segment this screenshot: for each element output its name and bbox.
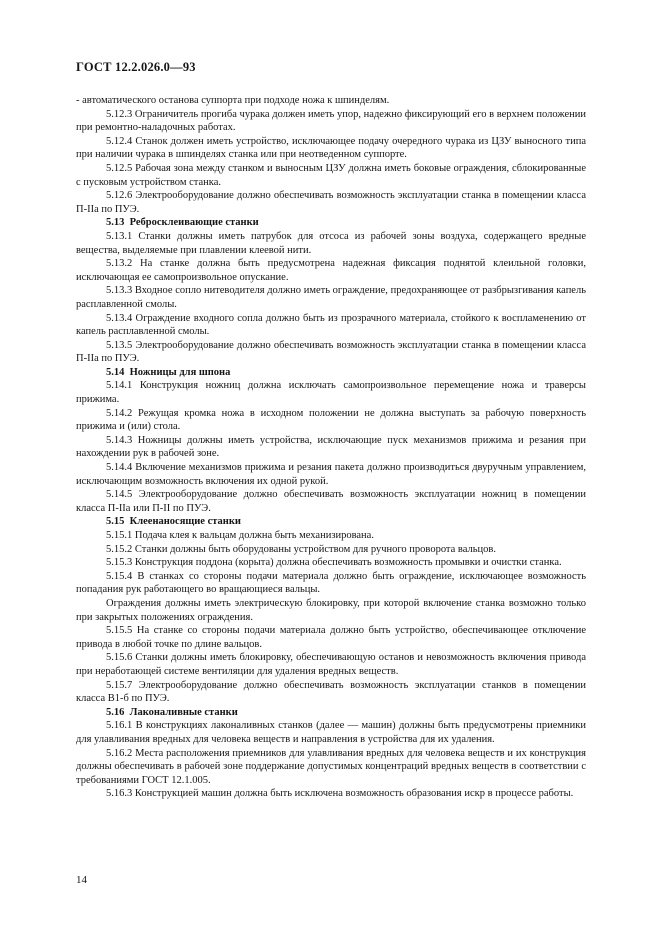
paragraph: 5.16.3 Конструкцией машин должна быть исключена возможность образования искр в процессе работы. xyxy=(106,788,574,800)
paragraph: 5.16.1 В конструкциях лаконаливных станков (далее — машин) должны быть предусмотрены приемники для улавливания вредных для человека веществ и направления в устройства для их удаления. xyxy=(76,720,586,745)
section-heading xyxy=(76,366,586,380)
paragraph: 5.12.4 Станок должен иметь устройство, исключающее подачу очередного чурака из ЦЗУ выносного типа при наличии чурака в шпинделях станка или при неотведенном суппорте. xyxy=(76,135,586,161)
paragraph: 5.16.2 Места расположения приемников для улавливания вредных для человека веществ и их конструкция должны обеспечивать в рабочей зоне поддержание допустимых концентраций вредных веществ в соответствии с требованиями ГОСТ 12.1.005. xyxy=(76,747,586,786)
paragraph: 5.15.3 Конструкция поддона (корыта) должна обеспечивать возможность промывки и очистки станка. xyxy=(106,557,562,569)
section-number: 5.14 xyxy=(106,366,125,378)
section-number: 5.16 xyxy=(106,706,125,718)
document-header: ГОСТ 12.2.026.0—93 xyxy=(76,60,196,74)
document-body xyxy=(76,94,586,801)
section-title: Ножницы для шпона xyxy=(129,366,231,378)
paragraph: 5.15.1 Подача клея к вальцам должна быть механизирована. xyxy=(106,530,374,541)
paragraph: 5.14.4 Включение механизмов прижима и резания пакета должно производиться двуручным управлением, исключающим возможность включения их одной рукой. xyxy=(76,462,586,487)
paragraph: 5.14.3 Ножницы должны иметь устройства, исключающие пуск механизмов прижима и резания при нахождении рук в рабочей зоне. xyxy=(76,434,586,460)
paragraph: 5.14.2 Режущая кромка ножа в исходном положении не должна выступать за рабочую поверхность прижима и (или) стола. xyxy=(76,407,586,433)
section-heading xyxy=(76,706,586,720)
paragraph: 5.12.3 Ограничитель прогиба чурака должен иметь упор, надежно фиксирующий его в верхнем положении при ремонтно-наладочных работах. xyxy=(76,108,586,134)
paragraph: 5.12.6 Электрооборудование должно обеспечивать возможность эксплуатации станка в помещении класса П-IIа по ПУЭ. xyxy=(76,190,586,215)
paragraph: 5.13.5 Электрооборудование должно обеспечивать возможность эксплуатации станка в помещении класса П-IIа по ПУЭ. xyxy=(76,339,586,365)
paragraph: 5.15.7 Электрооборудование должно обеспечивать возможность эксплуатации станков в помещении класса В1-б по ПУЭ. xyxy=(76,679,586,705)
section-number: 5.13 xyxy=(106,217,125,229)
paragraph: 5.15.6 Станки должны иметь блокировку, обеспечивающую останов и невозможность включения привода при неработающей системе вентиляции для удаления вредных веществ. xyxy=(76,652,586,677)
section-title: Лаконаливные станки xyxy=(129,706,238,718)
section-heading xyxy=(76,216,586,230)
paragraph: 5.15.2 Станки должны быть оборудованы устройством для ручного проворота вальцов. xyxy=(106,543,496,555)
section-heading xyxy=(76,515,586,529)
paragraph: 5.13.4 Ограждение входного сопла должно быть из прозрачного материала, стойкого к воспламенению от капель расплавленной смолы. xyxy=(76,312,586,338)
section-title: Ребросклеивающие станки xyxy=(129,217,259,229)
paragraph: 5.15.5 На станке со стороны подачи материала должно быть устройство, обеспечивающее отключение привода в любой точке по длине вальцов. xyxy=(76,625,586,650)
paragraph: 5.14.1 Конструкция ножниц должна исключать самопроизвольное перемещение ножа и траверсы прижима. xyxy=(76,380,586,406)
paragraph: 5.14.5 Электрооборудование должно обеспечивать возможность эксплуатации ножниц в помещении класса П-IIа или П-II по ПУЭ. xyxy=(76,489,586,514)
paragraph: 5.15.4 В станках со стороны подачи материала должно быть ограждение, исключающее возможность попадания рук работающего во вращающиеся вальцы. xyxy=(76,570,586,596)
paragraph: Ограждения должны иметь электрическую блокировку, при которой включение станка возможно только при закрытых положениях ограждения. xyxy=(76,597,586,623)
section-number: 5.15 xyxy=(106,516,125,528)
page-number: 14 xyxy=(76,874,87,886)
paragraph: 5.13.1 Станки должны иметь патрубок для отсоса из рабочей зоны воздуха, содержащего вредные вещества, выделяемые при плавлении клеевой нити. xyxy=(76,230,586,256)
paragraph: 5.12.5 Рабочая зона между станком и выносным ЦЗУ должна иметь боковые ограждения, сблокированные с пусковым устройством станка. xyxy=(76,162,586,188)
paragraph: 5.13.3 Входное сопло нитеводителя должно иметь ограждение, предохраняющее от разбрызгивания капель расплавленной смолы. xyxy=(76,285,586,310)
section-title: Клеенаносящие станки xyxy=(129,516,241,528)
paragraph: - автоматического останова суппорта при подходе ножа к шпинделям. xyxy=(76,95,390,106)
paragraph: 5.13.2 На станке должна быть предусмотрена надежная фиксация поднятой клеильной головки, исключающая ее самопроизвольное опускание. xyxy=(76,258,586,283)
